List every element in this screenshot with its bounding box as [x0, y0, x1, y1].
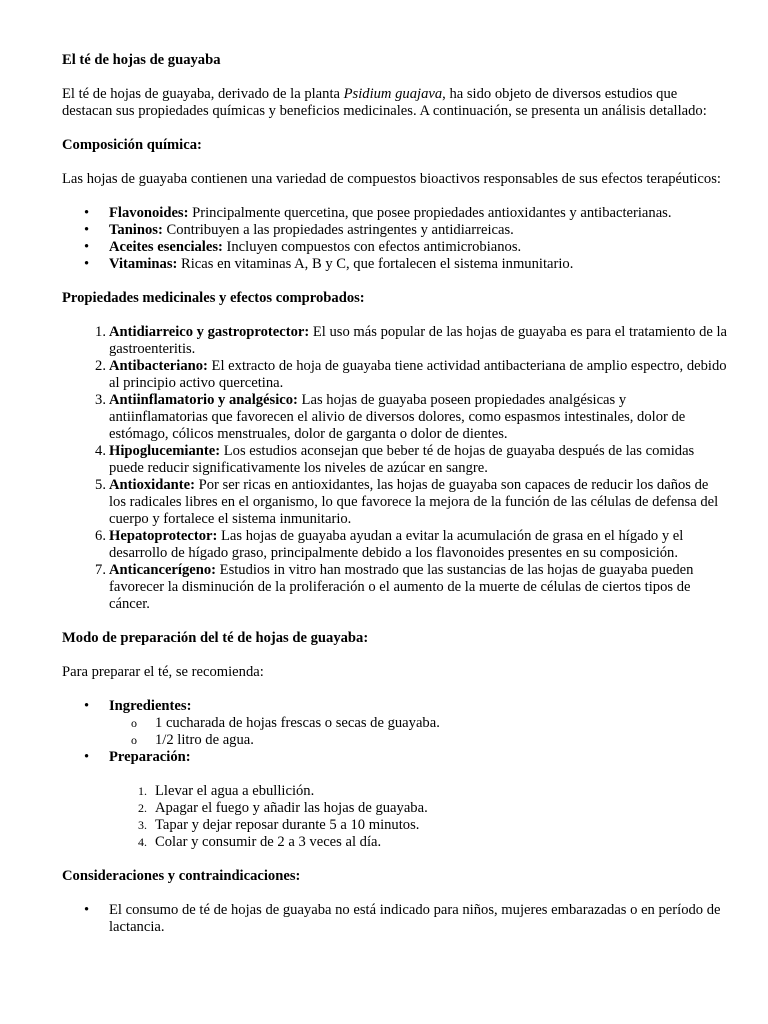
- list-item: [62, 222, 728, 239]
- list-item-term: Hepatoprotector:: [109, 528, 218, 544]
- list-item: [62, 443, 728, 477]
- list-item-text: Estudios in vitro han mostrado que las sustancias de las hojas de guayaba pueden favorecer la disminución de la proliferación o el aumento de la muerte de células de ciertos tipos de cáncer.: [109, 562, 694, 612]
- section-heading-preparation: Modo de preparación del té de hojas de guayaba:: [62, 630, 369, 646]
- composition-list: [62, 205, 728, 273]
- list-item-text: El uso más popular de las hojas de guayaba es para el tratamiento de la gastroenteritis.: [109, 324, 728, 357]
- document-title: El té de hojas de guayaba: [62, 52, 221, 68]
- list-item: [62, 528, 728, 562]
- list-item-text: Contribuyen a las propiedades astringentes y antidiarreicas.: [162, 222, 514, 238]
- section-heading-considerations: Consideraciones y contraindicaciones:: [62, 868, 301, 884]
- list-item: [62, 477, 728, 528]
- composition-intro: Las hojas de guayaba contienen una variedad de compuestos bioactivos responsables de sus efectos terapéuticos:: [62, 171, 721, 187]
- preparation-list: [62, 698, 728, 851]
- preparation-intro: Para preparar el té, se recomienda:: [62, 664, 264, 680]
- list-item-term: Antiinflamatorio y analgésico:: [109, 392, 298, 408]
- list-item-term: Aceites esenciales:: [109, 239, 223, 255]
- properties-list: [62, 324, 728, 613]
- list-item: [62, 205, 728, 222]
- considerations-list: [62, 902, 728, 936]
- step-text: Tapar y dejar reposar durante 5 a 10 minutos.: [155, 817, 420, 833]
- list-item-number: 6.: [95, 528, 106, 544]
- list-item-term: Antibacteriano:: [109, 358, 208, 374]
- step-item: [109, 817, 728, 834]
- list-item: [62, 562, 728, 613]
- list-item-number: 3.: [95, 392, 106, 408]
- list-item: [62, 358, 728, 392]
- list-item-term: Vitaminas:: [109, 256, 178, 272]
- list-item-text: Las hojas de guayaba ayudan a evitar la acumulación de grasa en el hígado y el desarrollo de hígado graso, principalmente debido a los flavonoides presentes en su composición.: [109, 528, 684, 561]
- list-item-text: Las hojas de guayaba poseen propiedades analgésicas y antiinflamatorias que favorecen el alivio de diversos dolores, como espasmos intestinales, dolor de estómago, cólicos menstruales, dolor de garganta o dolor de dientes.: [109, 392, 686, 442]
- list-item-term: Antidiarreico y gastroprotector:: [109, 324, 310, 340]
- list-item-term: Anticancerígeno:: [109, 562, 216, 578]
- list-item-number: 1.: [95, 324, 106, 340]
- list-item-number: 4.: [95, 443, 106, 459]
- ingredient-item: o 1 cucharada de hojas frescas o secas de guayaba.: [109, 715, 728, 732]
- list-item-term: Hipoglucemiante:: [109, 443, 221, 459]
- list-item-text: Los estudios aconsejan que beber té de hojas de guayaba después de las comidas puede reducir significativamente los niveles de azúcar en sangre.: [109, 443, 695, 476]
- list-item-term: Flavonoides:: [109, 205, 189, 221]
- step-number: 1.: [138, 784, 147, 798]
- intro-text-before: El té de hojas de guayaba, derivado de la planta: [62, 86, 344, 102]
- step-item: [109, 834, 728, 851]
- list-item-text: El extracto de hoja de guayaba tiene actividad antibacteriana de amplio espectro, debido al principio activo quercetina.: [109, 358, 727, 391]
- preparation-label: Preparación:: [109, 749, 191, 765]
- list-item-text: Por ser ricas en antioxidantes, las hojas de guayaba son capaces de reducir los daños de los radicales libres en el organismo, lo que favorece la mejora de la función de las células de defensa del cuerpo y fortalece el sistema inmunitario.: [109, 477, 719, 527]
- list-item: • El consumo de té de hojas de guayaba no está indicado para niños, mujeres embarazadas o en período de lactancia.: [62, 902, 728, 936]
- preparation-steps: [109, 783, 728, 851]
- section-heading-properties: Propiedades medicinales y efectos comprobados:: [62, 290, 365, 306]
- step-text: Llevar el agua a ebullición.: [155, 783, 315, 799]
- ingredients-list: [109, 715, 728, 749]
- ingredient-item: o 1/2 litro de agua.: [109, 732, 728, 749]
- list-item: [62, 239, 728, 256]
- list-item-text: Principalmente quercetina, que posee propiedades antioxidantes y antibacterianas.: [188, 205, 672, 221]
- list-item-text: Incluyen compuestos con efectos antimicrobianos.: [222, 239, 522, 255]
- list-item-number: 7.: [95, 562, 106, 578]
- step-item: [109, 783, 728, 800]
- intro-paragraph: [62, 86, 728, 120]
- list-item-preparation: [62, 749, 728, 851]
- list-item: [62, 392, 728, 443]
- intro-species-name: Psidium guajava: [343, 86, 443, 102]
- list-item: [62, 324, 728, 358]
- step-text: Colar y consumir de 2 a 3 veces al día.: [155, 834, 382, 850]
- step-number: 4.: [138, 835, 147, 849]
- list-item-text: Ricas en vitaminas A, B y C, que fortalecen el sistema inmunitario.: [177, 256, 574, 272]
- section-heading-composition: Composición química:: [62, 137, 202, 153]
- list-item-term: Antioxidante:: [109, 477, 195, 493]
- ingredients-label: Ingredientes:: [109, 698, 192, 714]
- step-item: [109, 800, 728, 817]
- step-number: 2.: [138, 801, 147, 815]
- list-item-number: 5.: [95, 477, 106, 493]
- list-item-ingredients: [62, 698, 728, 749]
- step-text: Apagar el fuego y añadir las hojas de guayaba.: [155, 800, 428, 816]
- list-item: [62, 256, 728, 273]
- intro-text-after: , ha sido objeto de diversos estudios que destacan sus propiedades químicas y beneficios medicinales. A continuación, se presenta un análisis detallado:: [62, 86, 707, 119]
- list-item-number: 2.: [95, 358, 106, 374]
- step-number: 3.: [138, 818, 147, 832]
- list-item-term: Taninos:: [109, 222, 163, 238]
